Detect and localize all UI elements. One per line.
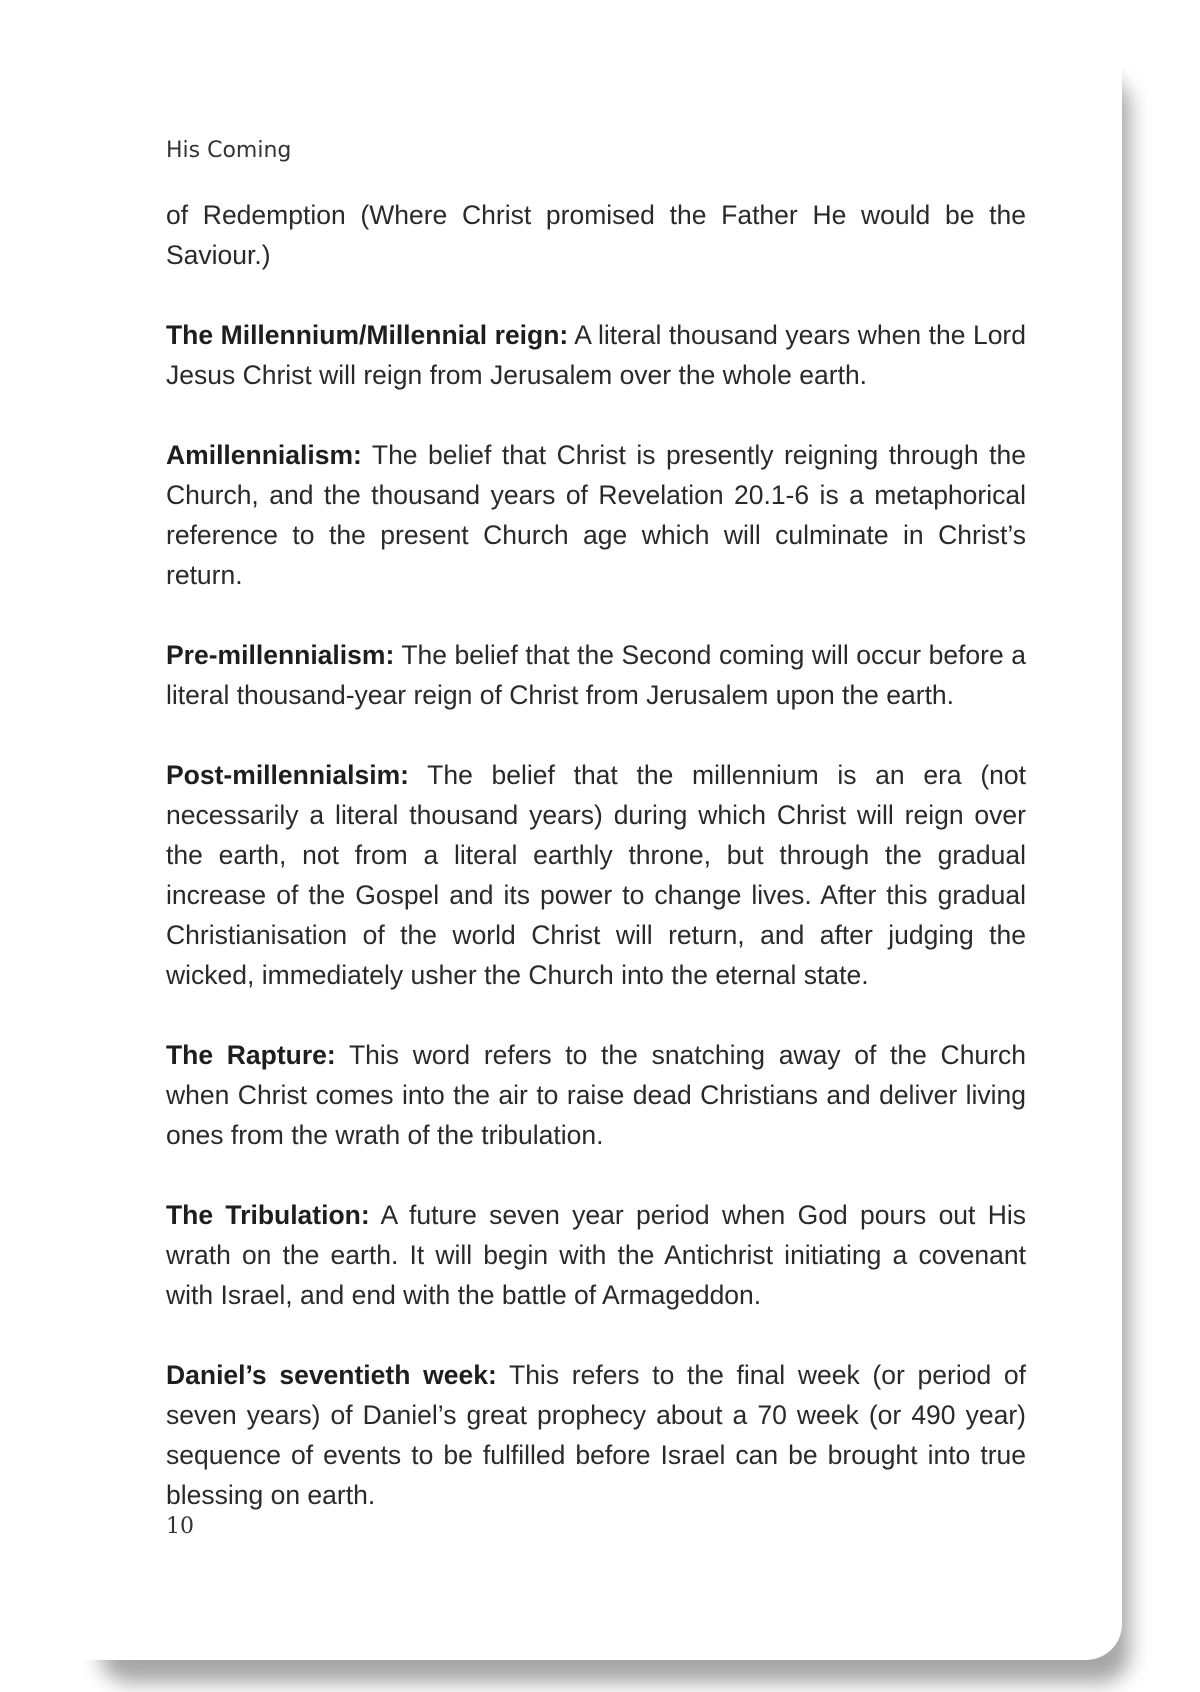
glossary-definition: The belief that the Second coming will occur before a literal thousand-year reign of Christ from Jerusalem upon the earth. [166,640,1026,710]
glossary-definition: A future seven year period when God pours out His wrath on the earth. It will begin with the Antichrist initiating a covenant with Israel, and end with the battle of Armageddon. [166,1200,1026,1310]
book-page [14,0,1122,1660]
page-number: 10 [166,1514,194,1539]
glossary-term: The Millennium/Millennial reign: [166,320,569,350]
glossary-entry-tribulation [166,1195,1026,1315]
glossary-definition: This refers to the final week (or period of seven years) of Daniel’s great prophecy about a 70 week (or 490 year) sequence of events to be fulfilled before Israel can be brought into true blessing on earth. [166,1360,1026,1510]
glossary-term: Post-millennialsim: [166,760,409,790]
page-body [166,195,1026,1555]
running-header: His Coming [166,138,292,163]
glossary-entry-seventieth-week [166,1355,1026,1515]
glossary-term: The Tribulation: [166,1200,370,1230]
glossary-term: The Rapture: [166,1040,336,1070]
glossary-term: Pre-millennialism: [166,640,395,670]
glossary-term: Amillennialism: [166,440,362,470]
glossary-term: Daniel’s seventieth week: [166,1360,497,1390]
glossary-entry-post-millennialism [166,755,1026,995]
continuation-paragraph: of Redemption (Where Christ promised the Father He would be the Saviour.) [166,200,1026,270]
glossary-definition: A literal thousand years when the Lord Jesus Christ will reign from Jerusalem over the whole earth. [166,320,1026,390]
glossary-entry-amillennialism [166,435,1026,595]
glossary-entry-millennium [166,315,1026,395]
glossary-entry-pre-millennialism [166,635,1026,715]
glossary-entry-rapture [166,1035,1026,1155]
glossary-definition: This word refers to the snatching away of the Church when Christ comes into the air to raise dead Christians and deliver living ones from the wrath of the tribulation. [166,1040,1026,1150]
glossary-definition: The belief that the millennium is an era (not necessarily a literal thousand years) during which Christ will reign over the earth, not from a literal earthly throne, but through the gradual increase of the Gospel and its power to change lives. After this gradual Christianisation of the world Christ will return, and after judging the wicked, immediately usher the Church into the eternal state. [166,760,1026,990]
glossary-definition: The belief that Christ is presently reigning through the Church, and the thousand years of Revelation 20.1-6 is a metaphorical reference to the present Church age which will culminate in Christ’s return. [166,440,1026,590]
